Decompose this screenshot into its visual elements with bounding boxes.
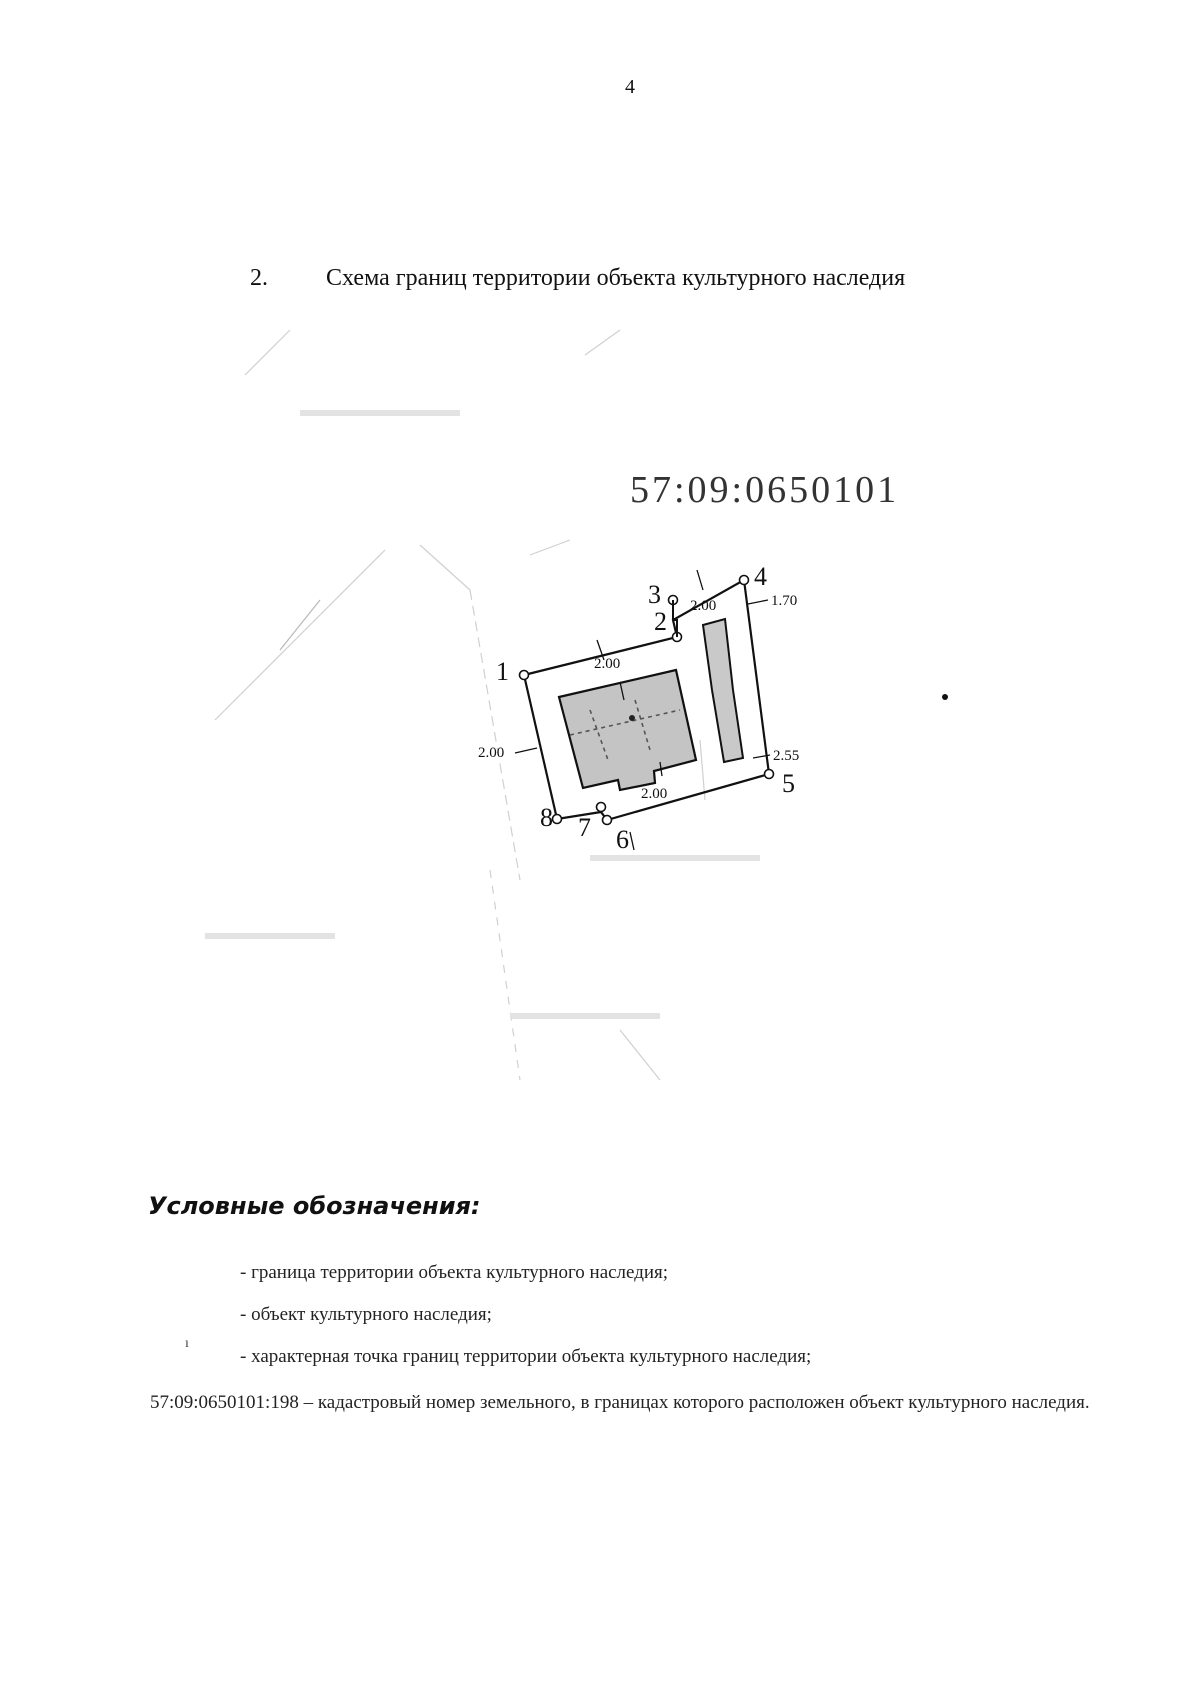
point-label-6: 6 [616,825,629,854]
boundary-scheme [0,320,1200,1100]
heritage-object [559,670,696,790]
point-label-1: 1 [496,657,509,686]
boundary-point-8 [553,815,562,824]
outbuilding [703,619,743,762]
section-number: 2. [250,265,268,291]
legend-item-point: - характерная точка границ территории объекта культурного наследия; [240,1346,812,1367]
page-number: 4 [625,76,635,98]
cadastral-block-number: 57:09:0650101 [630,469,900,511]
section-heading [250,265,905,292]
dim-top-main: 2.00 [594,656,621,672]
section-title: Схема границ территории объекта культурного наследия [326,265,906,291]
legend-title: Условные обозначения: [148,1192,481,1220]
boundary-point-1 [520,671,529,680]
dim-bottom: 2.00 [641,786,668,802]
legend-point-mark: ı [185,1336,189,1351]
dim-right-bottom: 2.55 [773,748,800,764]
boundary-point-6 [603,816,612,825]
boundary-point-4 [740,576,749,585]
point-label-8: 8 [540,803,553,832]
point-label-3: 3 [648,580,661,609]
point-label-2: 2 [654,607,667,636]
stray-dot [942,694,948,700]
point-label-5: 5 [782,769,795,798]
legend-item-object: - объект культурного наследия; [240,1304,492,1325]
legend-cadastral-note: 57:09:0650101:198 – кадастровый номер земельного, в границах которого расположен объект культурного наследия. [150,1392,1090,1413]
legend-item-boundary: - граница территории объекта культурного наследия; [240,1262,669,1283]
dim-right-top: 1.70 [771,593,798,609]
point-label-7: 7 [578,813,591,842]
dim-left: 2.00 [478,745,505,761]
point-label-4: 4 [754,562,767,591]
dim-top-ext: 2.00 [690,598,717,614]
boundary-point-5 [765,770,774,779]
boundary-point-7 [597,803,606,812]
